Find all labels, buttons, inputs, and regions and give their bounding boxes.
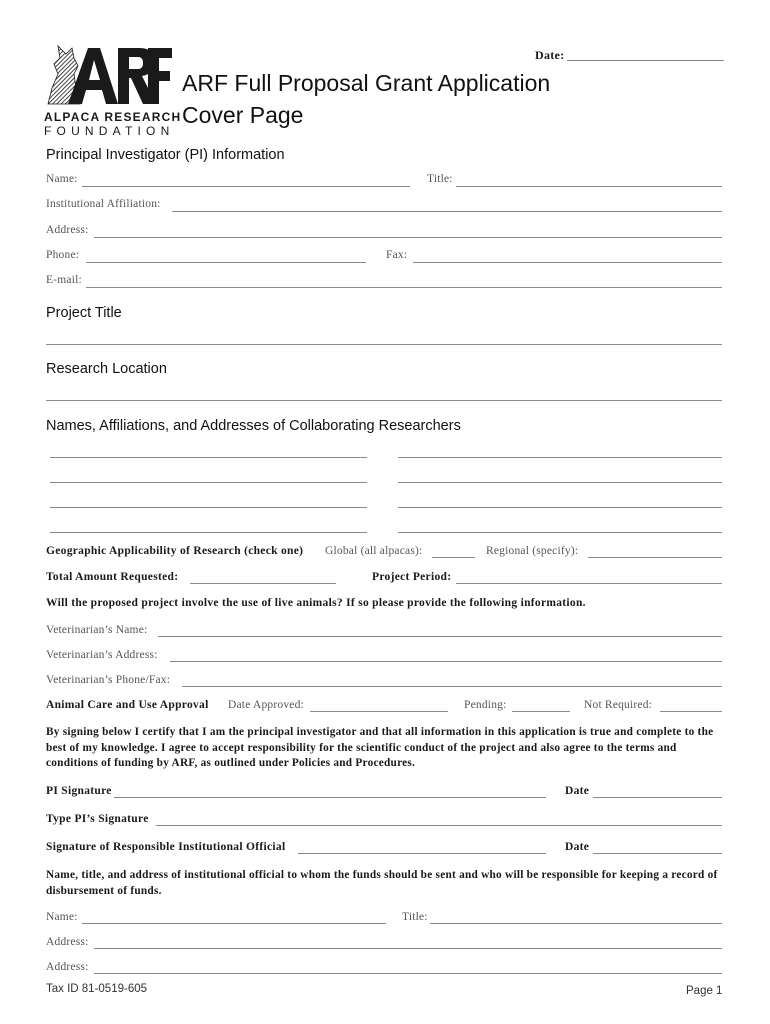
official-address-label-1: Address: xyxy=(46,936,89,948)
geographic-label: Geographic Applicability of Research (check one) xyxy=(46,545,304,557)
pending-field[interactable] xyxy=(512,711,570,712)
tax-id: Tax ID 81-0519-605 xyxy=(46,983,148,995)
global-label: Global (all alpacas): xyxy=(325,545,423,557)
pi-title-label: Title: xyxy=(427,173,453,185)
pi-signature-date-field[interactable] xyxy=(593,797,722,798)
collaborator-field[interactable] xyxy=(50,482,367,483)
collaborator-field[interactable] xyxy=(398,457,722,458)
amount-field[interactable] xyxy=(190,583,336,584)
collaborator-field[interactable] xyxy=(50,532,367,533)
research-location-heading: Research Location xyxy=(46,361,167,377)
amount-label: Total Amount Requested: xyxy=(46,571,179,583)
pi-address-label: Address: xyxy=(46,224,89,236)
collaborator-field[interactable] xyxy=(398,532,722,533)
certification-text: By signing below I certify that I am the principal investigator and that all information in this application is true and complete to the best of my knowledge. I agree to accept responsibility for the scientific conduct of the project and also agree to the terms and conditions of funding by ARF, as outlined under Policies and Procedures. xyxy=(46,726,714,769)
official-address-field-2[interactable] xyxy=(94,973,722,974)
official-title-field[interactable] xyxy=(430,923,722,924)
period-field[interactable] xyxy=(456,583,722,584)
vet-phone-label: Veterinarian’s Phone/Fax: xyxy=(46,674,171,686)
pi-phone-field[interactable] xyxy=(86,262,366,263)
regional-field[interactable] xyxy=(588,557,722,558)
official-instructions: Name, title, and address of institutional official to whom the funds should be sent and who will be responsible for keeping a record of disbursement of funds. xyxy=(46,869,718,897)
official-signature-label: Signature of Responsible Institutional Official xyxy=(46,841,286,853)
regional-label: Regional (specify): xyxy=(486,545,579,557)
pi-title-field[interactable] xyxy=(456,186,722,187)
vet-address-field[interactable] xyxy=(170,661,722,662)
date-field[interactable] xyxy=(567,60,724,61)
vet-name-label: Veterinarian’s Name: xyxy=(46,624,148,636)
vet-phone-field[interactable] xyxy=(182,686,722,687)
pi-section-heading: Principal Investigator (PI) Information xyxy=(46,147,285,163)
type-pi-label: Type PI’s Signature xyxy=(46,813,149,825)
official-date-field[interactable] xyxy=(593,853,722,854)
collaborator-field[interactable] xyxy=(398,507,722,508)
pi-fax-label: Fax: xyxy=(386,249,408,261)
pending-label: Pending: xyxy=(464,699,507,711)
global-field[interactable] xyxy=(432,557,475,558)
project-title-field[interactable] xyxy=(46,344,722,345)
date-approved-label: Date Approved: xyxy=(228,699,304,711)
project-title-heading: Project Title xyxy=(46,305,122,321)
pi-name-label: Name: xyxy=(46,173,78,185)
not-required-field[interactable] xyxy=(660,711,722,712)
date-label: Date: xyxy=(535,48,565,62)
official-name-field[interactable] xyxy=(82,923,386,924)
vet-address-label: Veterinarian’s Address: xyxy=(46,649,158,661)
vet-name-field[interactable] xyxy=(158,636,722,637)
pi-fax-field[interactable] xyxy=(413,262,722,263)
official-address-field-1[interactable] xyxy=(94,948,722,949)
period-label: Project Period: xyxy=(372,571,452,583)
official-signature-field[interactable] xyxy=(298,853,546,854)
date-approved-field[interactable] xyxy=(310,711,448,712)
pi-signature-label: PI Signature xyxy=(46,785,112,797)
page-title-line2: Cover Page xyxy=(182,102,304,128)
official-address-label-2: Address: xyxy=(46,961,89,973)
collaborator-field[interactable] xyxy=(50,457,367,458)
logo-line2: FOUNDATION xyxy=(44,124,175,138)
live-animals-question: Will the proposed project involve the use of live animals? If so please provide the following information. xyxy=(46,597,586,609)
official-name-label: Name: xyxy=(46,911,78,923)
pi-address-field[interactable] xyxy=(94,237,722,238)
official-date-label: Date xyxy=(565,841,590,853)
type-pi-field[interactable] xyxy=(156,825,722,826)
pi-name-field[interactable] xyxy=(82,186,410,187)
page-number: Page 1 xyxy=(686,985,723,997)
logo-line1: ALPACA RESEARCH xyxy=(44,110,182,124)
research-location-field[interactable] xyxy=(46,400,722,401)
pi-affiliation-field[interactable] xyxy=(172,211,722,212)
official-title-label: Title: xyxy=(402,911,428,923)
pi-email-label: E-mail: xyxy=(46,274,82,286)
collaborator-field[interactable] xyxy=(50,507,367,508)
pi-email-field[interactable] xyxy=(86,287,722,288)
not-required-label: Not Required: xyxy=(584,699,653,711)
collaborator-field[interactable] xyxy=(398,482,722,483)
pi-signature-date-label: Date xyxy=(565,785,590,797)
page-title-line1: ARF Full Proposal Grant Application xyxy=(182,70,551,96)
pi-signature-field[interactable] xyxy=(114,797,546,798)
alpaca-logo-icon xyxy=(44,44,172,108)
pi-phone-label: Phone: xyxy=(46,249,80,261)
approval-label: Animal Care and Use Approval xyxy=(46,699,209,711)
arf-logo xyxy=(44,44,182,138)
pi-affiliation-label: Institutional Affiliation: xyxy=(46,198,161,210)
collaborators-heading: Names, Affiliations, and Addresses of Collaborating Researchers xyxy=(46,418,461,434)
